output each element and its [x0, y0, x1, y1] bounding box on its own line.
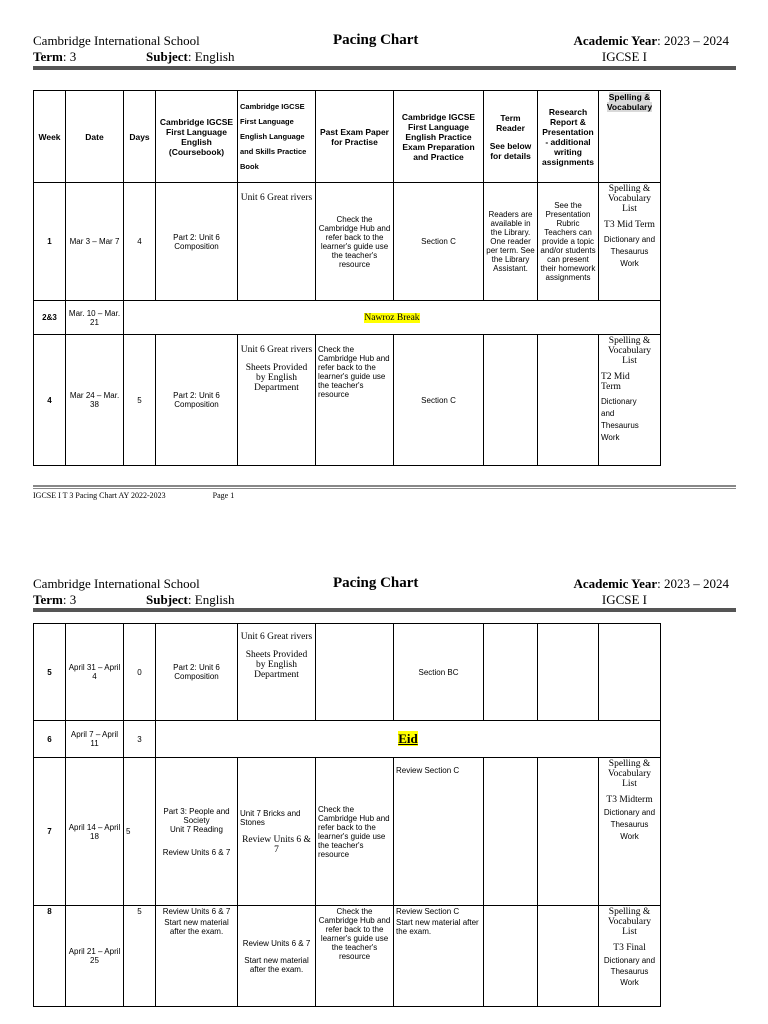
col-days: Days — [124, 91, 156, 183]
spelling-cell: Spelling & Vocabulary List T3 Midterm Dictionary and Thesaurus Work — [599, 758, 661, 906]
school-name: Cambridge International School — [33, 576, 200, 591]
col-past-exam: Past Exam Paper for Practise — [316, 91, 394, 183]
table-row — [34, 758, 661, 906]
skills-cell: Unit 7 Bricks and Stones Review Units 6 & 7 — [238, 758, 316, 906]
table-row — [34, 721, 661, 758]
days-cell: 3 — [124, 721, 156, 758]
table-row — [34, 906, 661, 1007]
table-row — [34, 335, 661, 466]
research-cell — [538, 335, 599, 466]
col-date: Date — [66, 91, 124, 183]
pacing-table-2 — [33, 623, 661, 1007]
days-cell: 0 — [124, 624, 156, 721]
coursebook-cell: Part 2: Unit 6 Composition — [156, 335, 238, 466]
past-exam-cell: Check the Cambridge Hub and refer back to the learner's guide use the teacher's resource — [316, 335, 394, 466]
academic-year: Academic Year: 2023 – 2024 — [573, 33, 729, 48]
academic-year: Academic Year: 2023 – 2024 — [573, 576, 729, 591]
page-header-2 — [33, 576, 736, 608]
skills-cell: Review Units 6 & 7 Start new material after the exam. — [238, 906, 316, 1007]
exam-prep-cell: Section C — [394, 335, 484, 466]
header-rule — [33, 66, 736, 70]
subject: Subject: English — [146, 592, 235, 607]
date-cell: April 7 – April 11 — [66, 721, 124, 758]
table-row — [34, 183, 661, 301]
col-week: Week — [34, 91, 66, 183]
level: IGCSE I — [601, 592, 647, 607]
col-term-reader: Term Reader See below for details — [484, 91, 538, 183]
page-title: Pacing Chart — [333, 575, 419, 591]
research-cell — [538, 758, 599, 906]
col-research: Research Report & Presentation - additional writing assignments — [538, 91, 599, 183]
reader-cell — [484, 624, 538, 721]
days-cell: 5 — [124, 906, 156, 1007]
research-cell — [538, 624, 599, 721]
skills-cell: Unit 6 Great rivers Sheets Provided by English Department — [238, 335, 316, 466]
term: Term: 3 — [33, 49, 77, 64]
coursebook-cell: Part 3: People and Society Unit 7 Reading Review Units 6 & 7 — [156, 758, 238, 906]
footer-rule — [33, 485, 736, 489]
week-cell: 5 — [34, 624, 66, 721]
table-row — [34, 624, 661, 721]
past-exam-cell: Check the Cambridge Hub and refer back to the learner's guide use the teacher's resource — [316, 758, 394, 906]
skills-cell: Unit 6 Great rivers Sheets Provided by English Department — [238, 624, 316, 721]
week-cell: 4 — [34, 335, 66, 466]
past-exam-cell: Check the Cambridge Hub and refer back to the learner's guide use the teacher's resource — [316, 906, 394, 1007]
table-row — [34, 301, 661, 335]
col-coursebook: Cambridge IGCSE First Language English (Coursebook) — [156, 91, 238, 183]
reader-cell — [484, 335, 538, 466]
term: Term: 3 — [33, 592, 77, 607]
eid-note: Eid — [156, 721, 661, 758]
school-name: Cambridge International School — [33, 33, 200, 48]
week-cell: 2&3 — [34, 301, 66, 335]
past-exam-cell: Check the Cambridge Hub and refer back to the learner's guide use the teacher's resource — [316, 183, 394, 301]
research-cell — [538, 906, 599, 1007]
spelling-cell: Spelling & Vocabulary List T2 Mid Term Dictionary and Thesaurus Work — [599, 335, 661, 466]
days-cell: 5 — [124, 335, 156, 466]
week-cell: 8 — [34, 906, 66, 1007]
date-cell: April 14 – April 18 — [66, 758, 124, 906]
research-cell: See the Presentation Rubric Teachers can provide a topic and/or students can present their homework assignments — [538, 183, 599, 301]
break-note: Nawroz Break — [124, 301, 661, 335]
coursebook-cell: Part 2: Unit 6 Composition — [156, 183, 238, 301]
subject: Subject: English — [146, 49, 235, 64]
exam-prep-cell: Review Section C — [394, 758, 484, 906]
reader-cell: Readers are available in the Library. One reader per term. See the Library Assistant. — [484, 183, 538, 301]
exam-prep-cell: Section C — [394, 183, 484, 301]
days-cell: 4 — [124, 183, 156, 301]
week-cell: 7 — [34, 758, 66, 906]
exam-prep-cell: Section BC — [394, 624, 484, 721]
date-cell: April 21 – April 25 — [66, 906, 124, 1007]
spelling-cell — [599, 624, 661, 721]
col-exam-prep: Cambridge IGCSE First Language English Practice Exam Preparation and Practice — [394, 91, 484, 183]
col-skills-book: Cambridge IGCSE First Language English Language and Skills Practice Book — [238, 91, 316, 183]
header-rule — [33, 608, 736, 612]
skills-cell: Unit 6 Great rivers — [238, 183, 316, 301]
spelling-cell: Spelling & Vocabulary List T3 Mid Term Dictionary and Thesaurus Work — [599, 183, 661, 301]
date-cell: Mar 3 – Mar 7 — [66, 183, 124, 301]
week-cell: 1 — [34, 183, 66, 301]
page-header — [33, 33, 736, 65]
page-title: Pacing Chart — [333, 32, 419, 48]
page-footer: IGCSE I T 3 Pacing Chart AY 2022-2023 Page 1 — [33, 491, 235, 500]
level: IGCSE I — [601, 49, 647, 64]
coursebook-cell: Review Units 6 & 7 Start new material after the exam. — [156, 906, 238, 1007]
reader-cell — [484, 758, 538, 906]
date-cell: Mar 24 – Mar. 38 — [66, 335, 124, 466]
date-cell: April 31 – April 4 — [66, 624, 124, 721]
days-cell: 5 — [124, 758, 156, 906]
coursebook-cell: Part 2: Unit 6 Composition — [156, 624, 238, 721]
date-cell: Mar. 10 – Mar. 21 — [66, 301, 124, 335]
week-cell: 6 — [34, 721, 66, 758]
col-spelling: Spelling & Vocabulary — [599, 91, 661, 183]
exam-prep-cell: Review Section C Start new material after the exam. — [394, 906, 484, 1007]
spelling-cell: Spelling & Vocabulary List T3 Final Dictionary and Thesaurus Work — [599, 906, 661, 1007]
reader-cell — [484, 906, 538, 1007]
pacing-table-1 — [33, 90, 661, 466]
header-row — [34, 91, 661, 183]
past-exam-cell — [316, 624, 394, 721]
